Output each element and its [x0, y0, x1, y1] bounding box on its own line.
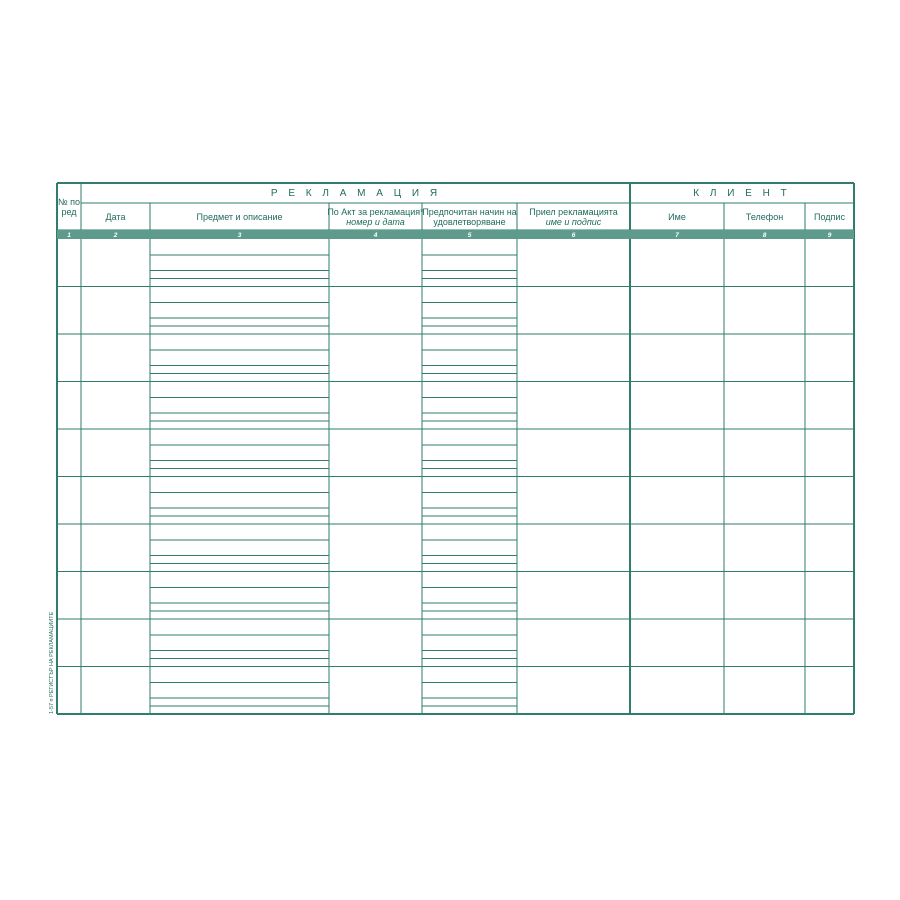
section-title-complaint: Р Е К Л А М А Ц И Я — [270, 188, 442, 199]
form-grid — [57, 183, 854, 714]
column-number-bar — [57, 230, 854, 239]
column-header-text: ред — [61, 207, 77, 217]
column-header-text: Приел рекламацията — [529, 207, 618, 217]
column-number: 1 — [67, 232, 71, 239]
form-code-label: 1-57 п РЕГИСТЪР НА РЕКЛАМАЦИИТЕ — [49, 611, 55, 714]
column-number: 5 — [467, 232, 472, 239]
column-header-text: Дата — [105, 212, 126, 222]
column-header-text: Телефон — [745, 212, 784, 222]
column-header-text: удовлетворяване — [433, 217, 506, 227]
column-header-text: Подпис — [814, 212, 845, 222]
column-header-text: Предмет и описание — [196, 212, 283, 222]
column-number: 9 — [827, 232, 832, 239]
column-header-text: име и подпис — [545, 217, 602, 227]
column-header-text: № по — [57, 197, 81, 207]
column-header-text: По Акт за рекламация* — [327, 207, 424, 217]
column-headers — [58, 197, 845, 227]
column-number: 7 — [675, 232, 679, 239]
column-number: 2 — [113, 232, 118, 239]
column-header-text: Име — [668, 212, 686, 222]
column-header-text: номер и дата — [346, 217, 405, 227]
column-number: 4 — [373, 232, 378, 239]
column-number: 6 — [571, 232, 576, 239]
column-number: 3 — [237, 232, 242, 239]
column-number: 8 — [762, 232, 767, 239]
column-header-text: Предпочитан начин на — [422, 207, 517, 217]
section-title-client: К Л И Е Н Т — [693, 188, 791, 199]
